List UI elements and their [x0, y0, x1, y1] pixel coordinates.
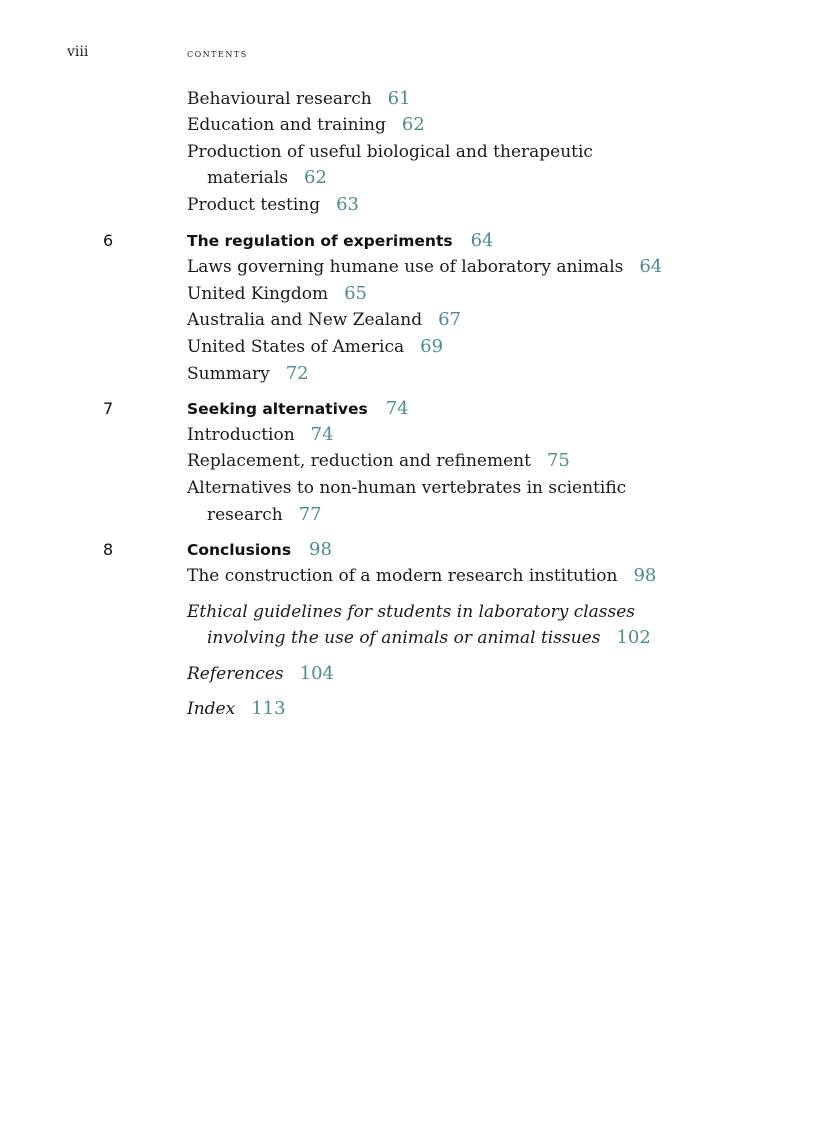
toc-page-number: 77	[298, 504, 322, 525]
toc-page-number: 102	[616, 627, 651, 648]
toc-page-number: 104	[299, 663, 335, 684]
toc-page-number: 75	[546, 450, 570, 471]
chapter-title[interactable]	[187, 537, 332, 563]
toc-page-number: 69	[420, 336, 444, 357]
toc-page-number: 65	[344, 283, 368, 304]
toc-page-number: 64	[470, 230, 494, 251]
toc-entry-title: Education and training	[187, 115, 386, 135]
toc-entry[interactable]	[187, 448, 570, 474]
toc-entry[interactable]	[187, 254, 662, 280]
toc-page-number: 67	[438, 309, 462, 330]
toc-page-number: 62	[304, 167, 327, 188]
toc-entry-guidelines[interactable]	[187, 599, 635, 625]
toc-entry-title: materials	[207, 168, 289, 188]
toc-page-number: 61	[387, 88, 411, 109]
toc-entry-title: Replacement, reduction and refinement	[187, 451, 531, 471]
toc-entry-title: Production of useful biological and therapeutic	[187, 142, 593, 162]
chapter-title-text: Conclusions	[187, 541, 292, 559]
toc-entry[interactable]	[187, 563, 656, 589]
toc-entry-references[interactable]	[187, 661, 334, 687]
toc-entry-title: Index	[187, 699, 236, 719]
toc-entry-title: Introduction	[187, 425, 295, 445]
toc-entry[interactable]	[187, 281, 367, 307]
toc-entry-title: involving the use of animals or animal tissues	[207, 628, 601, 648]
toc-entry-index[interactable]	[187, 696, 286, 722]
toc-entry[interactable]	[187, 475, 626, 501]
toc-entry[interactable]	[187, 139, 593, 165]
chapter-number: 8	[103, 540, 114, 559]
toc-page-number: 74	[385, 398, 409, 419]
toc-page-number: 98	[309, 539, 332, 560]
toc-entry-title: Ethical guidelines for students in laboratory classes	[187, 602, 636, 622]
toc-page-number: 74	[310, 424, 334, 445]
toc-entry[interactable]	[187, 192, 359, 218]
toc-page-number: 113	[251, 698, 286, 719]
chapter-title-text: The regulation of experiments	[187, 232, 453, 250]
toc-entry-title: Summary	[187, 364, 270, 384]
toc-entry[interactable]	[187, 112, 425, 138]
toc-entry[interactable]	[187, 361, 309, 387]
chapter-title-text: Seeking alternatives	[187, 400, 368, 418]
toc-entry[interactable]	[187, 307, 461, 333]
toc-entry-title: Alternatives to non-human vertebrates in scientific	[187, 478, 627, 498]
running-head: contents	[187, 46, 248, 60]
toc-entry-title: References	[187, 664, 284, 684]
chapter-number: 6	[103, 231, 114, 250]
chapter-number: 7	[103, 399, 114, 418]
toc-entry-continuation[interactable]	[207, 502, 322, 528]
chapter-title[interactable]	[187, 396, 409, 422]
toc-entry[interactable]	[187, 86, 411, 112]
toc-entry-continuation[interactable]	[207, 625, 651, 651]
toc-entry-title: United States of America	[187, 337, 405, 357]
chapter-title[interactable]	[187, 228, 493, 254]
toc-entry-title: Laws governing humane use of laboratory animals	[187, 257, 624, 277]
toc-page-number: 63	[336, 194, 360, 215]
toc-entry[interactable]	[187, 334, 443, 360]
toc-entry-title: The construction of a modern research institution	[187, 566, 618, 586]
toc-page-number: 98	[633, 565, 657, 586]
toc-entry-title: Product testing	[187, 195, 321, 215]
toc-entry-title: research	[207, 505, 283, 525]
toc-entry-title: Behavioural research	[187, 89, 372, 109]
toc-entry-continuation[interactable]	[207, 165, 327, 191]
toc-entry-title: United Kingdom	[187, 284, 329, 304]
toc-page-number: 72	[285, 363, 309, 384]
page-folio: viii	[67, 44, 89, 60]
toc-page-number: 64	[639, 256, 663, 277]
toc-page-number: 62	[401, 114, 425, 135]
toc-entry[interactable]	[187, 422, 334, 448]
toc-entry-title: Australia and New Zealand	[187, 310, 423, 330]
